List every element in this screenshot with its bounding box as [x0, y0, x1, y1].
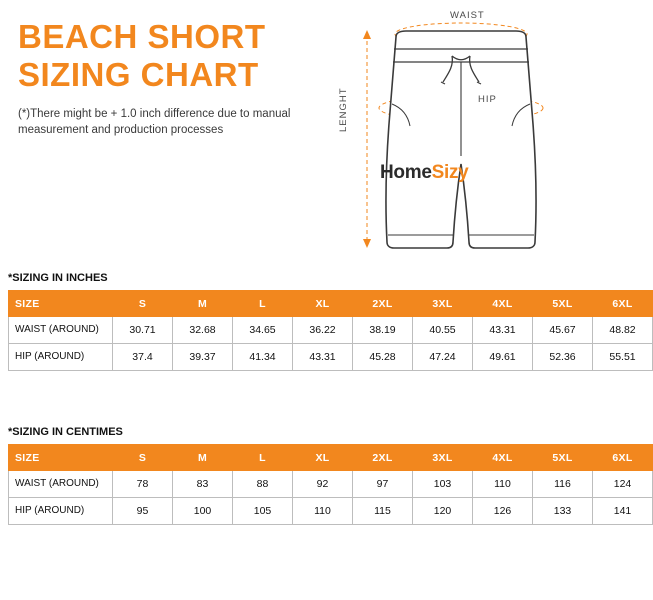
- cell-waist-m: 83: [173, 471, 233, 498]
- cell-hip-s: 95: [113, 498, 173, 525]
- brand-name-part-2: Sizy: [431, 162, 469, 183]
- column-header-6xl: 6XL: [593, 445, 653, 471]
- waist-dimension-label: WAIST: [450, 10, 485, 21]
- column-header-m: M: [173, 291, 233, 317]
- cell-hip-2xl: 45.28: [353, 344, 413, 371]
- size-table-inches: [8, 290, 653, 371]
- section-title-inches: *SIZING IN INCHES: [8, 272, 108, 284]
- column-header-xl: XL: [293, 445, 353, 471]
- column-header-xl: XL: [293, 291, 353, 317]
- cell-waist-xl: 92: [293, 471, 353, 498]
- column-header-s: S: [113, 445, 173, 471]
- title-block: [18, 18, 358, 138]
- shorts-illustration: [330, 4, 592, 266]
- sizing-section-inches: [8, 272, 636, 371]
- cell-waist-2xl: 97: [353, 471, 413, 498]
- column-header-m: M: [173, 445, 233, 471]
- page-title-line-2: SIZING CHART: [18, 56, 259, 93]
- column-header-2xl: 2XL: [353, 291, 413, 317]
- cell-hip-4xl: 126: [473, 498, 533, 525]
- cell-waist-3xl: 40.55: [413, 317, 473, 344]
- column-header-3xl: 3XL: [413, 445, 473, 471]
- length-dimension-label: LENGHT: [338, 87, 349, 132]
- cell-waist-l: 88: [233, 471, 293, 498]
- cell-hip-xl: 43.31: [293, 344, 353, 371]
- cell-waist-4xl: 43.31: [473, 317, 533, 344]
- cell-hip-6xl: 141: [593, 498, 653, 525]
- column-header-6xl: 6XL: [593, 291, 653, 317]
- size-table-centimetres: [8, 444, 653, 525]
- column-header-4xl: 4XL: [473, 291, 533, 317]
- cell-hip-5xl: 133: [533, 498, 593, 525]
- cell-hip-3xl: 47.24: [413, 344, 473, 371]
- row-label-waist: WAIST (AROUND): [9, 317, 113, 344]
- column-header-size: SIZE: [9, 291, 113, 317]
- cell-waist-xl: 36.22: [293, 317, 353, 344]
- cell-waist-5xl: 45.67: [533, 317, 593, 344]
- row-label-hip: HIP (AROUND): [9, 498, 113, 525]
- table-row: [9, 317, 653, 344]
- cell-waist-l: 34.65: [233, 317, 293, 344]
- header: [0, 0, 600, 268]
- cell-hip-s: 37.4: [113, 344, 173, 371]
- column-header-2xl: 2XL: [353, 445, 413, 471]
- cell-waist-s: 78: [113, 471, 173, 498]
- page-title-line-1: BEACH SHORT: [18, 18, 266, 55]
- cell-waist-6xl: 124: [593, 471, 653, 498]
- cell-waist-m: 32.68: [173, 317, 233, 344]
- cell-waist-s: 30.71: [113, 317, 173, 344]
- cell-hip-m: 100: [173, 498, 233, 525]
- cell-waist-3xl: 103: [413, 471, 473, 498]
- brand-name-part-1: Home: [380, 162, 432, 183]
- row-label-waist: WAIST (AROUND): [9, 471, 113, 498]
- cell-hip-l: 41.34: [233, 344, 293, 371]
- hip-dimension-label: HIP: [478, 94, 497, 105]
- shorts-drawing-svg: [330, 4, 592, 266]
- column-header-4xl: 4XL: [473, 445, 533, 471]
- table-row: [9, 498, 653, 525]
- column-header-5xl: 5XL: [533, 291, 593, 317]
- cell-hip-5xl: 52.36: [533, 344, 593, 371]
- column-header-5xl: 5XL: [533, 445, 593, 471]
- row-label-hip: HIP (AROUND): [9, 344, 113, 371]
- cell-waist-6xl: 48.82: [593, 317, 653, 344]
- cell-waist-4xl: 110: [473, 471, 533, 498]
- cell-hip-l: 105: [233, 498, 293, 525]
- column-header-l: L: [233, 445, 293, 471]
- column-header-size: SIZE: [9, 445, 113, 471]
- sizing-section-centimetres: [8, 426, 633, 525]
- cell-hip-3xl: 120: [413, 498, 473, 525]
- cell-hip-xl: 110: [293, 498, 353, 525]
- column-header-s: S: [113, 291, 173, 317]
- cell-hip-2xl: 115: [353, 498, 413, 525]
- table-header-row: [9, 445, 653, 471]
- measurement-note: (*)There might be + 1.0 inch difference due to manual measurement and production processes: [18, 108, 291, 136]
- cell-hip-6xl: 55.51: [593, 344, 653, 371]
- cell-waist-2xl: 38.19: [353, 317, 413, 344]
- brand-logo: [380, 162, 468, 184]
- table-header-row: [9, 291, 653, 317]
- column-header-3xl: 3XL: [413, 291, 473, 317]
- table-row: [9, 471, 653, 498]
- table-row: [9, 344, 653, 371]
- section-title-centimetres: *SIZING IN CENTIMES: [8, 426, 123, 438]
- cell-waist-5xl: 116: [533, 471, 593, 498]
- cell-hip-4xl: 49.61: [473, 344, 533, 371]
- column-header-l: L: [233, 291, 293, 317]
- cell-hip-m: 39.37: [173, 344, 233, 371]
